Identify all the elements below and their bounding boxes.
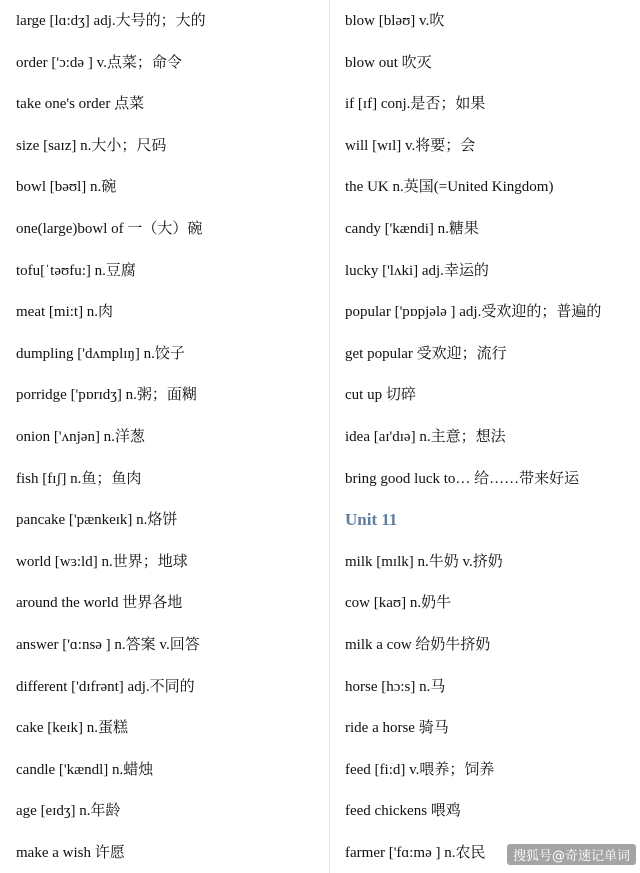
vocab-entry: idea [aɪ'dɪə] n.主意；想法 (345, 429, 506, 445)
watermark: 搜狐号@奇速记单词 (507, 844, 636, 865)
vocab-entry: dumpling ['dʌmplɪŋ] n.饺子 (16, 345, 185, 362)
vocab-entry: farmer ['fɑ:mə ] n.农民 (345, 845, 486, 861)
vocab-entry: pancake ['pænkeɪk] n.烙饼 (16, 512, 178, 529)
vocab-entry: milk a cow 给奶牛挤奶 (345, 637, 491, 653)
vocab-entry: age [eɪdʒ] n.年龄 (16, 803, 121, 820)
vocab-entry: answer ['ɑ:nsə ] n.答案 v.回答 (16, 637, 200, 653)
vocab-entry: make a wish 许愿 (16, 845, 125, 861)
vocab-entry: world [wɜ:ld] n.世界；地球 (16, 553, 188, 570)
vocab-entry: bowl [bəʊl] n.碗 (16, 179, 117, 196)
vocab-entry: large [lɑ:dʒ] adj.大号的；大的 (16, 13, 206, 29)
vocab-entry: porridge ['pɒrɪdʒ] n.粥；面糊 (16, 387, 197, 404)
vocab-entry: around the world 世界各地 (16, 595, 183, 612)
vocab-entry: bring good luck to… 给……带来好运 (345, 470, 580, 487)
vocab-entry: ride a horse 骑马 (345, 720, 449, 737)
vocab-entry: feed [fi:d] v.喂养；饲养 (345, 761, 495, 778)
vocab-entry: tofu[ˈtəʊfu:] n.豆腐 (16, 262, 136, 279)
vocab-entry: if [ɪf] conj.是否；如果 (345, 96, 486, 113)
vocab-entry: take one's order 点菜 (16, 96, 145, 113)
vocab-entry: the UK n.英国(=United Kingdom) (345, 179, 554, 196)
vocab-entry: meat [mi:t] n.肉 (16, 304, 114, 321)
vocab-entry: different ['dɪfrənt] adj.不同的 (16, 678, 195, 695)
vocab-entry: onion ['ʌnjən] n.洋葱 (16, 429, 145, 445)
unit-heading: Unit 11 (345, 510, 398, 530)
vocab-entry: will [wɪl] v.将要；会 (345, 137, 476, 154)
vocab-entry: one(large)bowl of 一（大）碗 (16, 221, 203, 237)
column-divider (329, 0, 330, 873)
vocab-entry: order ['ɔ:də ] v.点菜；命令 (16, 54, 182, 71)
vocab-entry: candy ['kændi] n.糖果 (345, 221, 479, 237)
vocab-entry: blow out 吹灭 (345, 54, 432, 71)
vocab-entry: get popular 受欢迎；流行 (345, 345, 507, 362)
vocab-entry: blow [bləʊ] v.吹 (345, 13, 445, 29)
vocab-entry: cake [keɪk] n.蛋糕 (16, 720, 129, 737)
vocab-entry: milk [mɪlk] n.牛奶 v.挤奶 (345, 553, 503, 570)
vocab-entry: size [saɪz] n.大小；尺码 (16, 137, 167, 154)
vocab-entry: cow [kaʊ] n.奶牛 (345, 595, 452, 612)
vocab-entry: popular ['pɒpjələ ] adj.受欢迎的；普遍的 (345, 304, 602, 321)
vocab-entry: horse [hɔ:s] n.马 (345, 678, 446, 695)
vocab-entry: feed chickens 喂鸡 (345, 803, 461, 820)
vocab-entry: candle ['kændl] n.蜡烛 (16, 761, 154, 778)
vocab-entry: cut up 切碎 (345, 387, 416, 404)
vocab-entry: fish [fɪʃ] n.鱼；鱼肉 (16, 470, 142, 487)
vocab-entry: lucky ['lʌki] adj.幸运的 (345, 262, 489, 279)
